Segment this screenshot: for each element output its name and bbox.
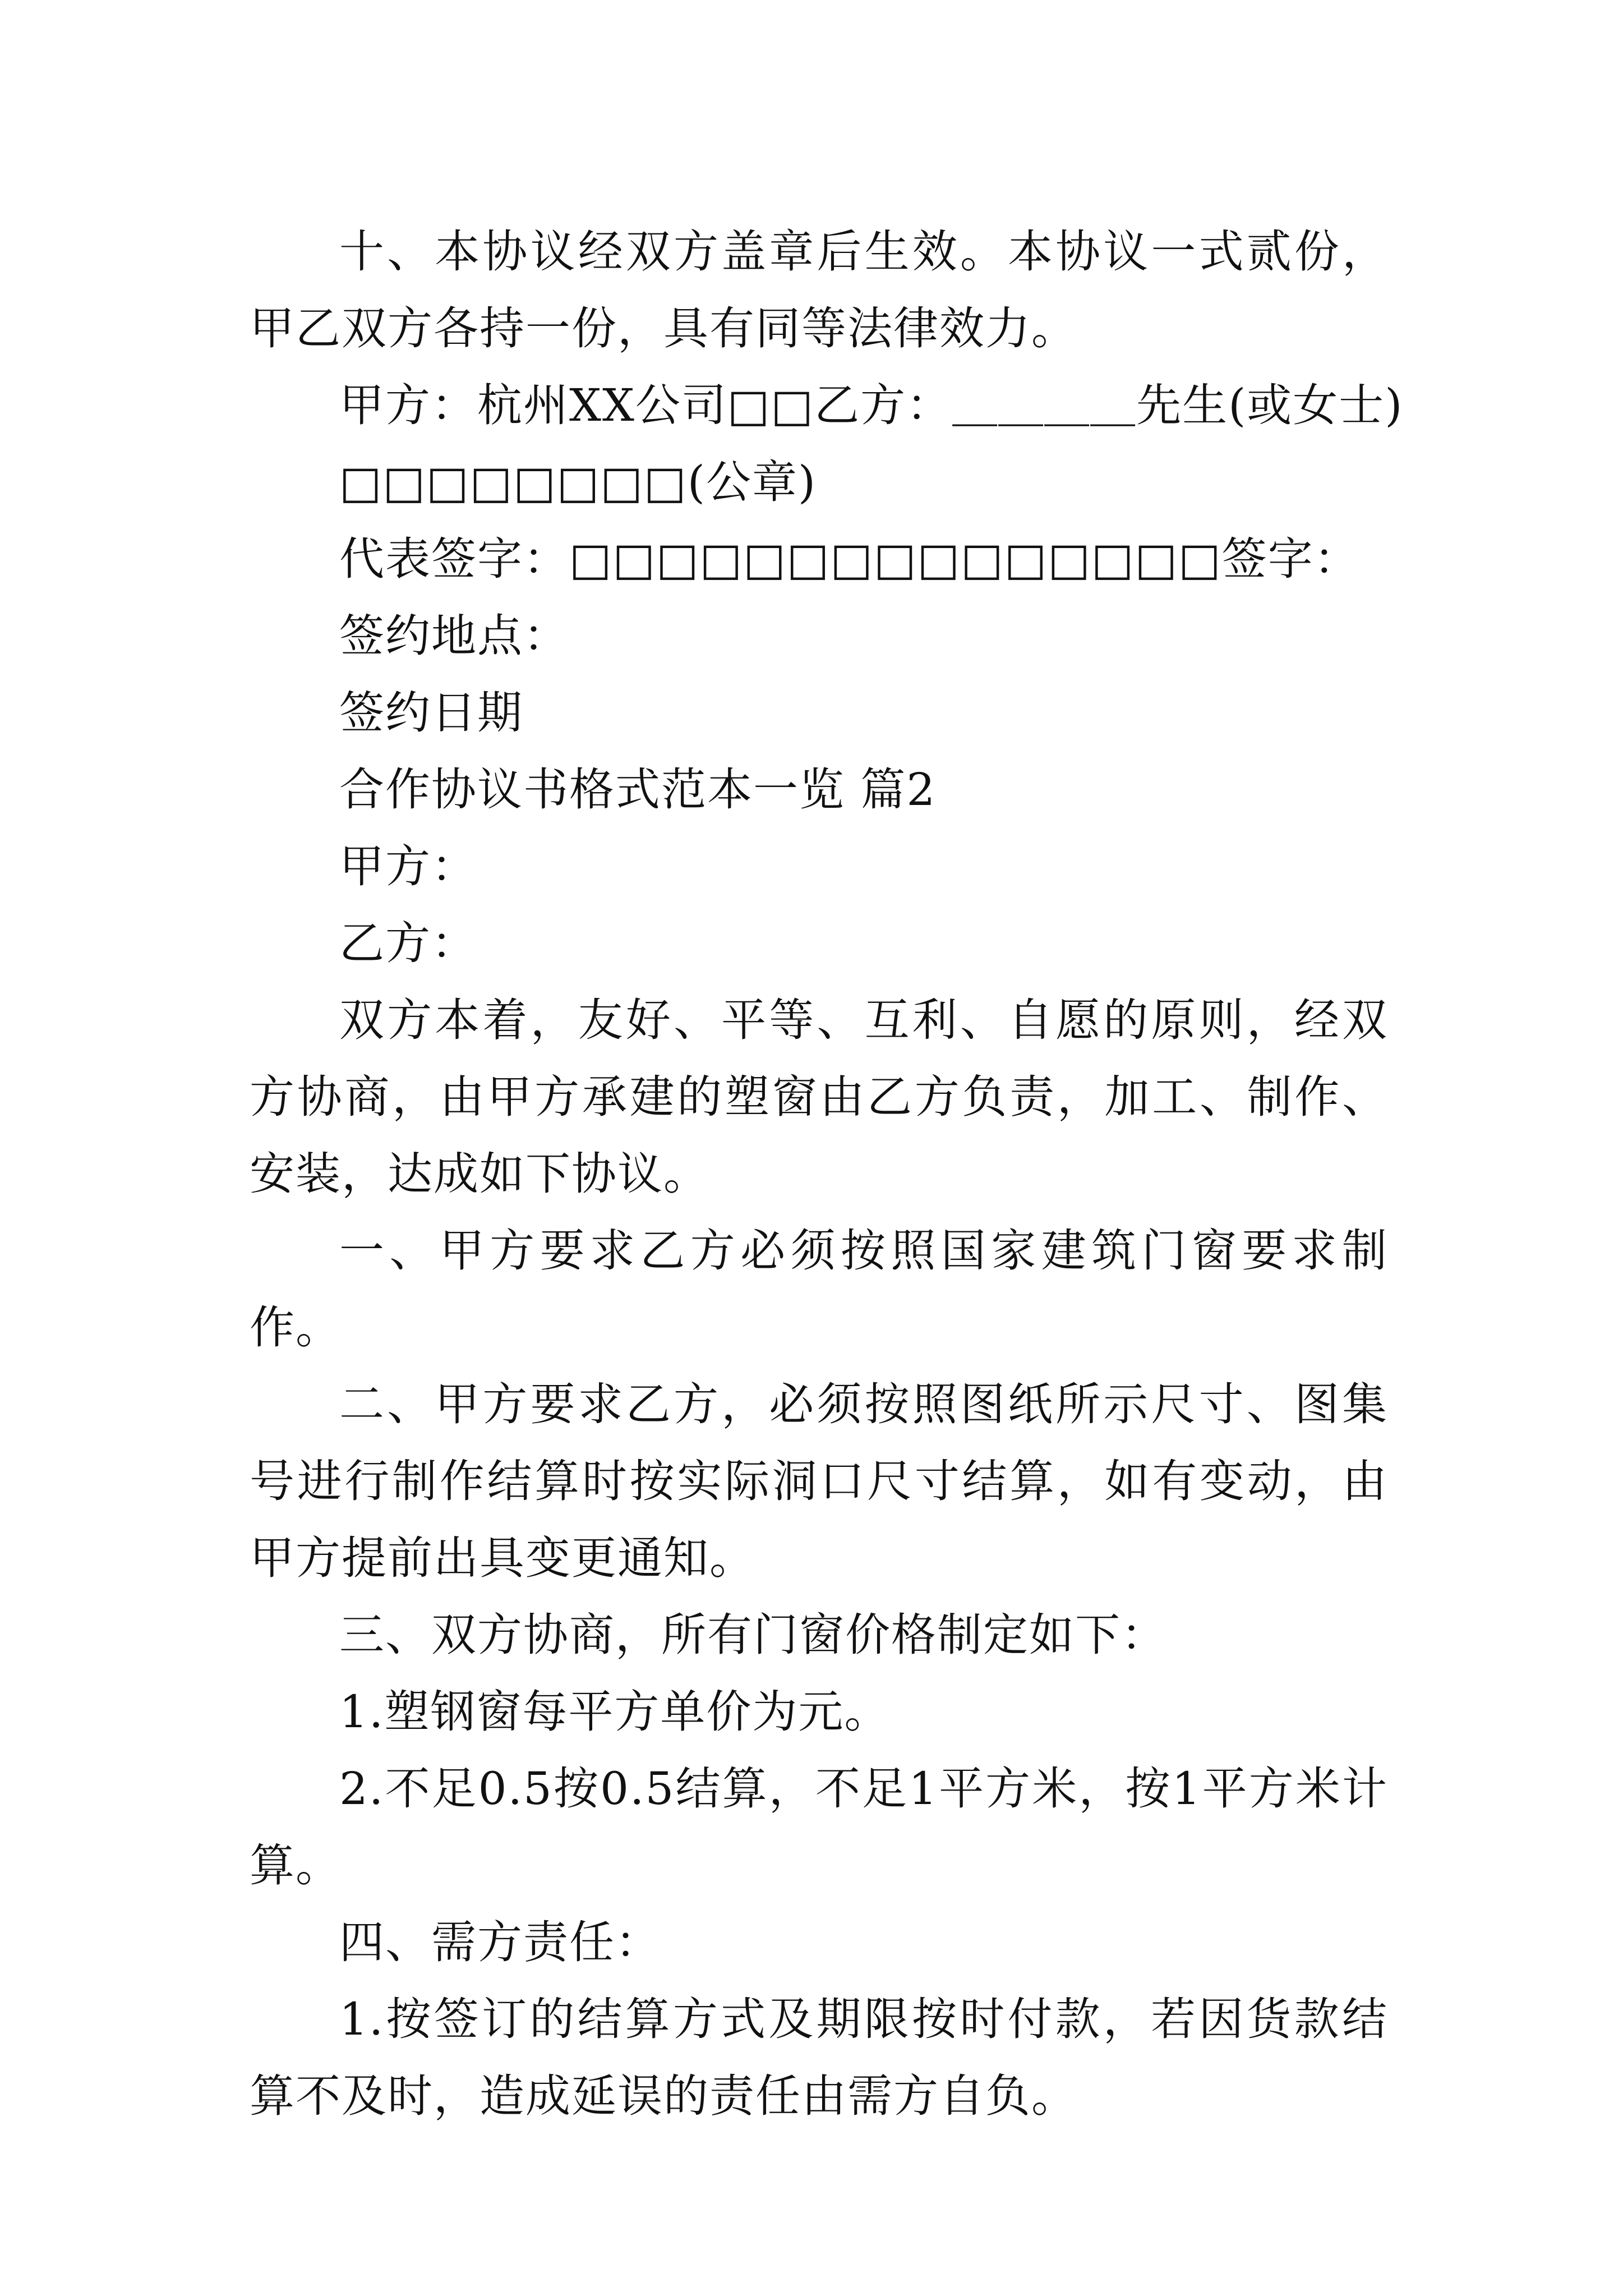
party-b-label: 乙方： — [339, 917, 477, 969]
party-a-label: 甲方： — [339, 840, 477, 892]
agreement-preamble: 双方本着，友好、平等、互利、自愿的原则，经双方协商，由甲方承建的塑窗由乙方负责，加工、制作、安装，达成如下协议。 — [250, 994, 1388, 1200]
document-body — [250, 213, 1404, 2134]
clause-one: 一、甲方要求乙方必须按照国家建筑门窗要求制作。 — [250, 1225, 1388, 1354]
clause-four: 四、需方责任： — [339, 1916, 661, 1968]
clause-ten-effectiveness: 十、本协议经双方盖章后生效。本协议一式贰份，甲乙双方各持一份，具有同等法律效力。 — [250, 226, 1388, 355]
clause-three: 三、双方协商，所有门窗价格制定如下： — [339, 1609, 1167, 1661]
representative-signature-line: 代表签字：□□□□□□□□□□□□□□□签字： — [339, 533, 1360, 585]
clause-three-item-one: 1.塑钢窗每平方单价为元。 — [339, 1686, 891, 1738]
clause-three-item-two: 2.不足0.5按0.5结算，不足1平方米，按1平方米计算。 — [250, 1763, 1388, 1892]
party-a-b-line: 甲方：杭州XX公司□□乙方：＿＿＿＿先生(或女士) — [339, 379, 1404, 431]
clause-two: 二、甲方要求乙方，必须按照图纸所示尺寸、图集号进行制作结算时按实际洞口尺寸结算，如有变动，由甲方提前出具变更通知。 — [250, 1378, 1388, 1584]
signing-date-line: 签约日期 — [339, 687, 523, 739]
signing-location-line: 签约地点： — [339, 610, 569, 662]
official-seal-line: □□□□□□□□(公章) — [339, 456, 817, 508]
section-heading: 合作协议书格式范本一览 篇2 — [339, 763, 937, 816]
clause-four-item-one: 1.按签订的结算方式及期限按时付款，若因货款结算不及时，造成延误的责任由需方自负。 — [250, 1993, 1388, 2122]
